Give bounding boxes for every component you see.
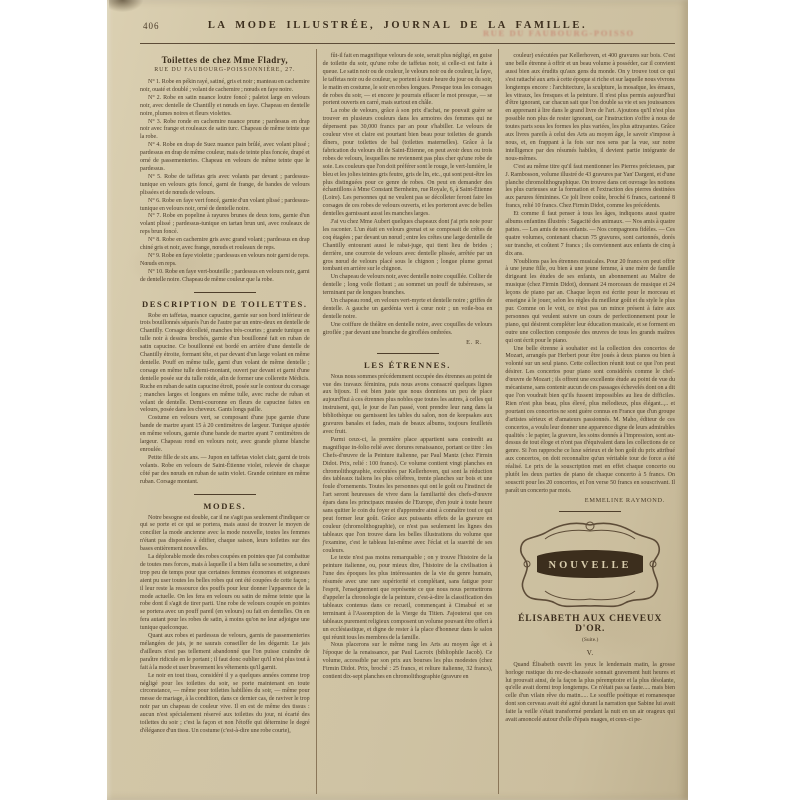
- paragraph: Nous placerons sur le même rang les Arts au moyen âge et à l'époque de la renaissance, par Paul Lacroix (bibliophile Jacob). Ce volume, accessible par son prix aux bourses les plus modestes (chez Firmin Didot. Prix, broché : 25 francs, et reliure italienne, 32 francs), contient dix-sept planches en chromolithographie (gravure en: [322, 642, 493, 681]
- paragraph: N° 6. Robe en faye vert foncé, garnie d'un volant plissé ; pardessus-tunique en velours noir, orné de dentelle noire.: [140, 197, 310, 212]
- etrennes-paragraphs: [323, 374, 493, 682]
- paragraph: Et comme il faut penser à tous les âges, indiquons aussi quatre albums enfantins illustrés : Sagacité des animaux. — Nos amis à quatre pattes. — Les amis de nos enfants. — Nos compagnons fidèles. — Ces quatre volumes, contenant chacun 75 gravures, sont cartonnés, dorés sur tranche, et coûtent 7 francs ; ils conviennent aux enfants de cinq à dix ans.: [505, 211, 676, 257]
- section-title-modes: MODES.: [203, 500, 247, 511]
- paragraph: Le noir en tout tissu, considéré il y a quelques années comme trop négligé pour les toilettes du soir, se porte maintenant en toute circonstance, — même pour toilettes habillées du soir, — même pour messe de mariage, à la condition, dans ce dernier cas, de raviver le trop noir par un chapeau de couleur vive. Il en est de même des tissus : aucun n'est spécialement réservé aux toilettes du jour, ni écarté des toilettes du soir ; c'est la façon et non l'étoffe qui détermine le degré d'élégance d'un tissu. Un costume (c'est-à-dire une robe courte),: [140, 672, 310, 734]
- section-divider: [194, 494, 256, 495]
- paragraph: Robe en taffetas, nuance capucine, garnie sur son bord inférieur de trois bouillonnés séparés l'un de l'autre par un entre-deux en dentelle de Chantilly. Corsage décolleté, manches très-courtes ; grande tunique en tulle noir à dessins brochés, garnie d'un bouillonné fait en ruban de satin capucine. Ce bouillonné est bordé en arrière d'une dentelle de Chantilly étroite, formant tête, et par devant d'un large volant en même dentelle. Pouff en même tulle, garni d'un volant de même dentelle ; corsage en même tulle demi-montant, ouvert par devant et garni d'une dentelle posée sur du tulle roide, afin de former une collerette Médicis. Ruche en ruban de satin capucine étroit, posée sur le contour du corsage ; manches larges et longues en même tulle, avec ruche de ruban et volant de dentelle. Demi-couronne en fleurs de capucine faites en velours, posée dans les cheveux. Gants longs paille.: [140, 312, 310, 414]
- paragraph: Un chapeau rond, en velours vert-myrte et dentelle noire ; griffes de dentelle. A gauche un gardénia vert à cœur noir ; un voile-boa en dentelle noire.: [322, 298, 493, 320]
- paragraph: Une belle étrenne à souhaiter est la collection des concertos de Mozart, arrangés par Herbert pour être joués à deux pianos ou bien à volonté sur un seul piano. Cette collection réunit tout ce que l'on peut désirer. Les concertos pour piano sont considérés comme le chef-d'œuvre de Mozart ; ils offrent une excellente étude au point de vue du mécanisme, sans contenir aucun de ces passages échevelés dont on a dit que l'on voudrait bien qu'ils fussent impossibles au lieu de difficiles. Rien n'est plus beau, plus élevé, plus mélodieux, plus élégant..,.. et pourtant ces concertos ne sont guère connus en France que d'un groupe d'artistes sérieux et d'amateurs passionnés. M. Maho, éditeur de ces concertos, a voulu leur donner une apparence digne de leurs admirables qualités : le papier, la gravure, les soins donnés à l'impression, sont au-dessus de tout éloge et n'ont pas d'équivalent dans les collections de ce genre. Si l'on rapproche ce luxe sérieux et de bon goût du prix attribué aux concertos, on doit reconnaître qu'un véritable tour de force a été réalisé. Le prix de la souscription met en effet chaque concerto ou plutôt les deux parties de piano de chaque concerto à 5 francs. On souscrit pour les 20 concertos, et l'on verse 50 francs en souscrivant. Il paraît un concerto par mois.: [505, 345, 676, 494]
- paragraph: Quand Élisabeth ouvrit les yeux le lendemain matin, la grosse horloge rustique du rez-de-chaussée sonnait gravement huit heures et lui prouvait ainsi, de la façon la plus péremptoire et la plus désolante, qu'elle avait dormi trop longtemps. Ce n'était pas sa faute..... mais bien celle d'un vilain rêve du matin..... Le souffle poétique et romanesque dont son cerveau avait été agité durant la narration que Sabine lui avait faite la veille s'était transformé pendant la nuit en un air orageux qui avait amoncelé autour d'elle d'épais nuages, et ceux-ci pe-: [505, 661, 676, 724]
- ornament-banner-label: NOUVELLE: [548, 559, 632, 571]
- story-title: ÉLISABETH AUX CHEVEUX D'OR.: [518, 613, 663, 634]
- description-paragraphs: [140, 313, 310, 487]
- paragraph: Notre besogne est double, car il ne s'agit pas seulement d'indiquer ce qui se porte et ce qui se portera, mais aussi de trouver le moyen de concilier la mode ancienne avec la mode nouvelle, toutes les femmes n'étant pas disposées à édifier, chaque saison, leurs toilettes sur des bases entièrement nouvelles.: [140, 514, 310, 553]
- section-divider: [194, 292, 256, 293]
- masthead-title: LA MODE ILLUSTRÉE, JOURNAL DE LA FAMILLE.: [207, 20, 588, 31]
- paragraph: N° 2. Robe en satin nuance loutre foncé ; paletot large en velours noir, avec dentelle de Chantilly et nœuds en faye. Chapeau en dentelle noire, plumes noires et fleurs violettes.: [140, 94, 310, 117]
- paragraph: N° 1. Robe en pékin rayé, satiné, gris et noir ; manteau en cachemire noir, ouaté et doublé ; volant de cachemire ; nœuds en faye noire.: [140, 79, 310, 93]
- page-header: [107, 0, 688, 40]
- paragraph: Un chapeau de velours noir, avec dentelle noire coquillée. Collier de dentelle ; long voile flottant ; au sommet un pouff de tubéreuses, se terminant par de longues branches.: [322, 274, 493, 297]
- toilettes-list: [140, 79, 310, 285]
- paragraph: Costume en velours vert, se composant d'une jupe garnie d'une bande de martre ayant 15 à 20 centimètres de largeur. Tunique ajustée en même velours, garnie d'une bande de martre ayant 7 centimètres de largeur. Chapeau rond en velours noir, avec grande plume blanche enroulée.: [140, 415, 310, 453]
- text-columns: [140, 49, 675, 794]
- paragraph: N° 4. Robe en drap de Suez nuance pain brûlé, avec volant plissé ; pardessus en drap de même couleur, mais de teinte plus foncée, drapé et orné de passementeries. Chapeau en velours de même teinte que le pardessus.: [140, 142, 310, 172]
- section-title-etrennes: LES ÉTRENNES.: [364, 359, 451, 370]
- paragraph: La déplorable mode des robes coupées en pointes que j'ai combattue de toutes mes forces, mais à laquelle il a bien fallu se soumettre, a duré trop peu de temps pour que certaines femmes économes et soigneuses aient pu user toutes les belles robes qui ont été coupées de cette façon ; il leur reste la ressource des pouffs pour leur donner l'apparence de la mode actuelle. On les fera en velours ou satin de même teinte que la robe dont il s'agit de tirer parti. Une robe de velours coupée en pointes se portera avec un pouff pareil (en velours) ou fait en dentelles. On en fera autant pour les robes de satin, à moins qu'on ne leur adjoigne une tunique quelconque.: [140, 554, 310, 632]
- paragraph: Une coiffure de théâtre en dentelle noire, avec coquilles de velours giroflée ; par devant une branche de giroflées ombrées.: [322, 321, 493, 336]
- etrennes-continued-paragraphs: [505, 53, 675, 496]
- chapter-number: V.: [586, 648, 594, 657]
- column-2: [316, 49, 499, 794]
- column-1: [140, 49, 316, 794]
- nouvelle-ornament-engraving: [514, 518, 666, 610]
- modes-paragraphs: [140, 515, 310, 736]
- paragraph: N° 8. Robe en cachemire gris avec grand volant ; pardessus en drap chiné gris et noir, avec frange, nœuds et rouleaux de reps.: [140, 237, 310, 252]
- section-divider: [377, 353, 439, 354]
- story-subtitle: (Suite.): [582, 636, 599, 643]
- paragraph: J'ai vu chez Mme Aubert quelques chapeaux dont j'ai pris note pour les raconter. L'un était en velours grenat et se composait de crêtes de coq étagées ; par devant un nœud ; entre les crêtes une large dentelle de Chantilly entourant aussi le rabat-juge, qui tient lieu de brides ; derrière, une courroie de velours avec dentelle plissée, arrêtée par un gros nœud de velours placé sous le chignon ; longue plume grenat tombant en arrière sur le chignon.: [322, 219, 493, 273]
- header-rule: [140, 43, 675, 44]
- journal-page: [107, 0, 688, 800]
- paragraph: Petite fille de six ans. — Jupon en taffetas violet clair, garni de trois volants. Robe en velours de Saint-Étienne violet, relevée de chaque côté par des nœuds en ruban de satin violet. Grande ceinture en même ruban. Corsage montant.: [140, 454, 310, 485]
- author-signature: EMMELINE RAYMOND.: [584, 496, 666, 504]
- paragraph: Parmi ceux-ci, la première place appartient sans contredit au magnifique in-folio relié avec dorures renaissance, portant ce titre : les Chefs-d'œuvre de la Peinture italienne, par Paul Mantz (chez Firmin Didot. Prix, relié : 100 francs). Ce volume contient vingt planches en chromolithographie, exécutées par Kellerhoven, qui sont la réduction des tableaux italiens les plus célèbres, trente planches sur bois et une foule d'ornements. Toutes les personnes qui ont le goût ou l'instinct de l'art seront heureuses de vivre dans la familiarité des chefs-d'œuvre épars dans les principaux musées de l'Europe, d'en jouir à toute heure sans quitter le coin du foyer et d'apprendre ainsi à connaître tout ce qui peut former leur goût. Grâce aux puissants effets de la gravure en couleur (chromolithographie), ce n'est pas seulement les lignes des tableaux que l'on trouve dans les belles illustrations du volume que j'examine, c'est le tableau lui-même avec l'éclat et la suavité de ses couleurs.: [322, 436, 493, 554]
- section-divider: [559, 511, 621, 512]
- paragraph: La robe de velours, grâce à son prix d'achat, ne pouvait guère se trouver en plusieurs couleurs dans les armoires des femmes qui ne dépensent pas 30,000 francs par an pour s'habiller. Le velours de couleur vive et claire est pourtant bien beau pour toilettes de grands dîners, pour toilettes de bal (toilettes maternelles). Grâce à la fabrication du velours dit de Saint-Étienne, on peut avoir deux ou trois robes de velours, lesquelles ne reviennent pas plus cher qu'une robe de soie. Les couleurs que l'on doit préférer sont le rouge, le vert-lumière, le bleu et les jolies teintes gris feutre, gris de lin, etc., qui sont peut-être les plus distinguées pour ce genre de robes. On peut en demander des échantillons à Mme Constant Bernheim, rue Royale, 6, à Saint-Étienne (Loire). Les personnes qui ne veulent pas se décolleter feront faire les corsages de ces robes de velours ouverts, et les porteront avec de belles dentelles garnissant aussi les manches larges.: [322, 108, 493, 218]
- section-title-description: DESCRIPTION DE TOILETTES.: [142, 298, 308, 309]
- article-subtitle: RUE DU FAUBOURG-POISSONNIÈRE, 27.: [154, 67, 296, 73]
- paragraph: couleur) exécutées par Kellerhoven, et 400 gravures sur bois. C'est une belle étrenne à offrir et un beau volume à posséder, car il convient aussi bien aux érudits qu'aux gens du monde. On y trouve tout ce qui s'est rattaché aux arts à cette époque si riche et sur laquelle nous vivrons longtemps encore : l'architecture, la sculpture, la mosaïque, les émaux, les vitraux, les fresques et la peinture. Il n'est plus permis aujourd'hui d'être ignorant, car chacun sait que l'on double sa vie et ses jouissances en apprenant à lire dans le grand livre de l'art. Ajoutons qu'il n'est plus possible non plus de rester ignorant, car l'instruction s'offre à nous de toutes parts sous les formes les plus variées, les plus attrayantes. Grâce aux livres pareils à celui des Arts au moyen âge, le savoir s'impose à nous, et, en frappant à la fois sur nos sens par la vue, sur notre intelligence par des résumés habiles, il devient partie intégrante de nous-mêmes.: [505, 53, 676, 162]
- page-number: 406: [143, 21, 160, 31]
- paragraph: N° 5. Robe de taffetas gris avec volants par devant ; pardessus-tunique en velours gris foncé, garni de frange, de bandes de velours plissées et de nœuds de velours.: [140, 173, 310, 196]
- story-paragraphs: [505, 662, 675, 725]
- paragraph: Quant aux robes et pardessus de velours, garnis de passementeries mélangées de jais, je ne saurais conseiller de les dégarnir. Le jais d'ailleurs n'est pas tellement abandonné que l'on puisse craindre de paraître ridicule en le portant ; il faut donc oublier qu'il n'est plus tout à fait à la mode et user bravement les vêtements qu'il garnit.: [140, 633, 310, 671]
- paragraph: C'est au même titre qu'il faut mentionner les Pierres précieuses, par J. Rambosson, volume illustré de 43 gravures par Yan' Dargent, et d'une planche chromolithographique. On trouve dans cet ouvrage les notions les plus curieuses sur la formation et l'extraction des pierres destinées aux parures féminines. Ce joli livre coûte, broché 6 francs, cartonné 8 francs, relié 10 francs. Chez Firmin Didot, comme les précédents.: [505, 163, 676, 210]
- paragraph: N° 9. Robe en faye violette ; pardessus en velours noir garni de reps. Nœuds en reps.: [140, 252, 310, 267]
- paragraph: N° 10. Robe en faye vert-bouteille ; pardessus en velours noir, garni de dentelle noire. Chapeau de même couleur que la robe.: [140, 268, 310, 283]
- paragraph: Nous nous sommes précédemment occupée des étrennes au point de vue des travaux féminins, puis nous avons consacré quelques lignes aux bijoux. Il est bien juste que nous donnions un peu de place aujourd'hui à ces étrennes plus nobles que toutes les autres, à celles qui instruisent, qui, le jour de l'an passé, vont prendre leur rang dans la bibliothèque ou garnissent les tables du salon, non de keepsakes aux gravures banales et fades, mais de beaux albums, toujours feuilletés avec fruit.: [322, 373, 493, 435]
- modes-continued-paragraphs: [323, 53, 493, 338]
- article-title: Toilettes de chez Mme Fladry,: [161, 55, 289, 65]
- ghost-print-bleed: RUE DU FAUBOURG-POISSO: [483, 28, 635, 38]
- paragraph: N'oublions pas les étrennes musicales. Pour 20 francs on peut offrir à une jeune fille, ou bien à une jeune femme, à une mère de famille dirigeant les études de ses enfants, un abonnement au Maître de musique (chez Firmin Didot), donnant 24 morceaux de musique et 24 leçons de piano par an. Chaque leçon est écrite pour le morceau et enseigne à le jouer, selon les règles du meilleur goût et du style le plus pur. Comme on le voit, ce n'est pas un mince présent à faire aux personnes qui veulent suivre un cours de perfectionnement pour le piano, qui désirent compléter leur éducation musicale, et se forment en outre une collection composée des œuvres de tous les grands maîtres qui ont écrit pour le piano.: [505, 258, 676, 344]
- paragraph: N° 7. Robe en popeline à rayures brunes de deux tons, garnie d'un volant plissé ; pardessus-tunique en tartan brun uni, avec rouleaux de reps brun foncé.: [140, 213, 310, 236]
- paragraph: Le texte n'est pas moins remarquable ; on y trouve l'histoire de la peinture italienne, ou, pour mieux dire, l'histoire de la civilisation à l'une des époques les plus intéressantes de la vie du genre humain, résumée avec une rare supériorité et complétant, sans fatigue pour l'esprit, l'enseignement que représente ce que nous nous permettrons d'appeler la chronologie de la peinture, c'est-à-dire la classification des tableaux contenus dans ce recueil, commençant à Cimabué et se terminant à l'Assomption de la Vierge du Titien. J'ajouterai que ces tableaux purement religieux composent un volume pouvant être offert à un ecclésiastique, et digne de rester à la place d'honneur dans le salon qui réunit tous les membres de la famille.: [322, 555, 493, 641]
- author-initials: E. R.: [466, 338, 483, 346]
- paragraph: N° 3. Robe ronde en cachemire nuance prune ; pardessus en drap noir avec frange et rouleaux de satin turc. Chapeau de même teinte que la robe.: [140, 118, 310, 141]
- column-3: [498, 49, 675, 794]
- paragraph: fût-il fait en magnifique velours de soie, serait plus négligé, en guise de toilette du soir, qu'une robe de taffetas noir, si celle-ci est faite à queue. Le satin noir ou de couleur, le velours noir ou de couleur, la faye, le taffetas noir ou de couleur, se portent à toute heure du jour ou du soir, le matin en costume, le soir en robes longues. Presque tous les corsages de robes du soir, — et encore je pourrais effacer le mot presque, — se portent ouverts en carré, mais surtout en châle.: [322, 53, 493, 107]
